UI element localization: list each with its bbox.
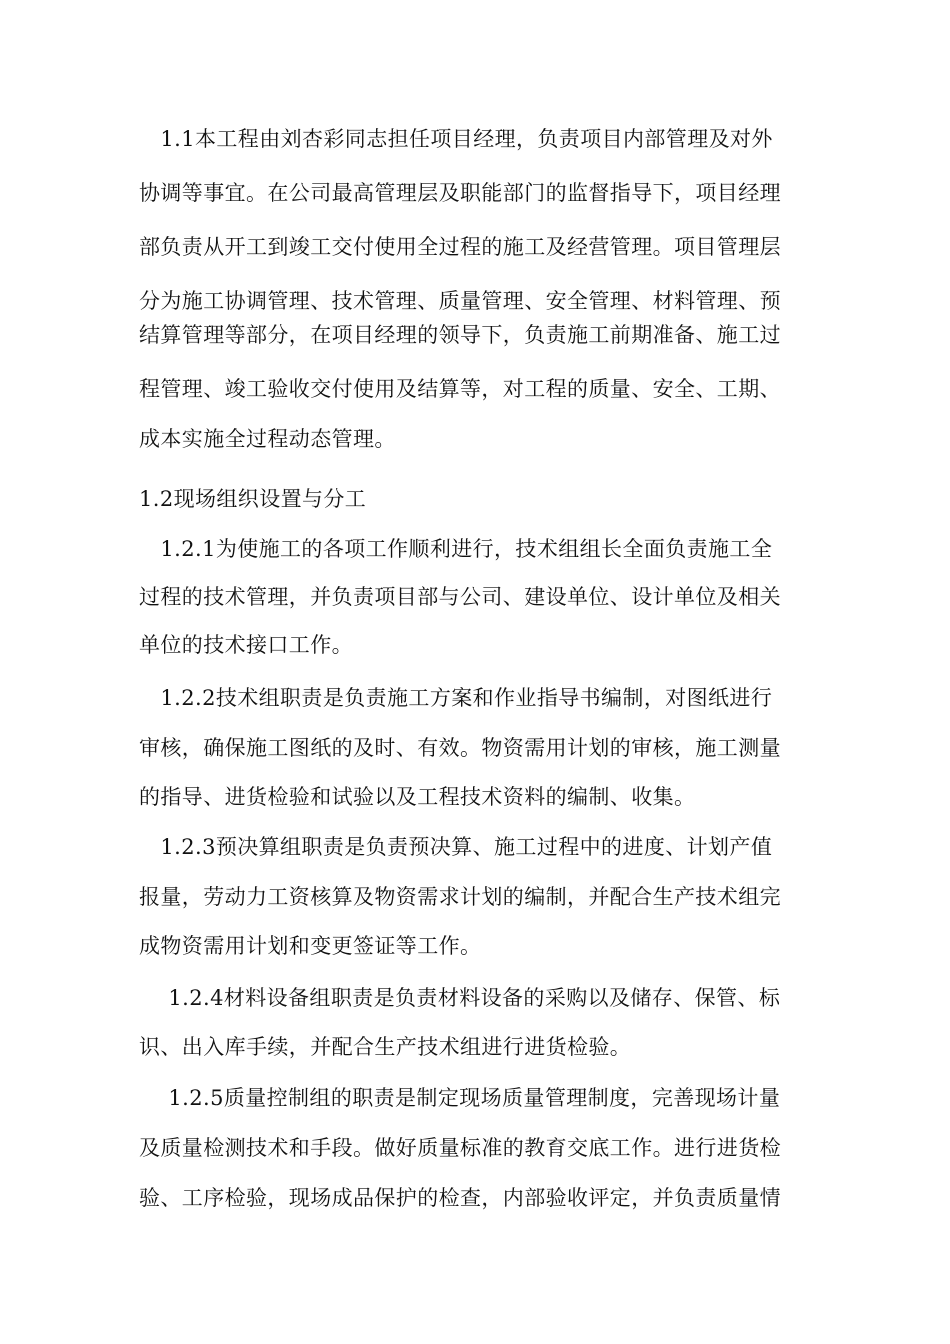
paragraph-1-2-1-line-3: 单位的技术接口工作。	[139, 633, 353, 657]
paragraph-1-2-4-line-1: 1.2.4材料设备组职责是负责材料设备的采购以及储存、保管、标	[147, 986, 781, 1010]
paragraph-1-1-line-1: 1.1本工程由刘杏彩同志担任项目经理，负责项目内部管理及对外	[139, 127, 773, 151]
paragraph-1-2-1-line-1: 1.2.1为使施工的各项工作顺利进行，技术组组长全面负责施工全	[139, 537, 773, 561]
paragraph-1-2-5-line-3: 验、工序检验，现场成品保护的检查，内部验收评定，并负责质量情	[139, 1186, 781, 1210]
paragraph-1-2-1-line-2: 过程的技术管理，并负责项目部与公司、建设单位、设计单位及相关	[139, 585, 781, 609]
paragraph-1-2-5-line-1: 1.2.5质量控制组的职责是制定现场质量管理制度，完善现场计量	[147, 1086, 781, 1110]
paragraph-1-2-4-line-2: 识、出入库手续，并配合生产技术组进行进货检验。	[139, 1035, 632, 1059]
paragraph-1-1-line-5: 结算管理等部分，在项目经理的领导下，负责施工前期准备、施工过	[139, 323, 781, 347]
paragraph-1-2-2-line-3: 的指导、进货检验和试验以及工程技术资料的编制、收集。	[139, 785, 696, 809]
paragraph-1-1-line-3: 部负责从开工到竣工交付使用全过程的施工及经营管理。项目管理层	[139, 235, 781, 259]
paragraph-1-2-2-line-1: 1.2.2技术组职责是负责施工方案和作业指导书编制，对图纸进行	[139, 686, 773, 710]
paragraph-1-1-line-7: 成本实施全过程动态管理。	[139, 427, 396, 451]
section-heading-1-2: 1.2现场组织设置与分工	[139, 487, 367, 511]
paragraph-1-1-line-4: 分为施工协调管理、技术管理、质量管理、安全管理、材料管理、预	[139, 289, 781, 313]
paragraph-1-2-2-line-2: 审核，确保施工图纸的及时、有效。物资需用计划的审核，施工测量	[139, 736, 781, 760]
paragraph-1-1-line-2: 协调等事宜。在公司最高管理层及职能部门的监督指导下，项目经理	[139, 181, 781, 205]
paragraph-1-2-3-line-1: 1.2.3预决算组职责是负责预决算、施工过程中的进度、计划产值	[139, 835, 773, 859]
paragraph-1-2-3-line-2: 报量，劳动力工资核算及物资需求计划的编制，并配合生产技术组完	[139, 885, 781, 909]
paragraph-1-2-5-line-2: 及质量检测技术和手段。做好质量标准的教育交底工作。进行进货检	[139, 1136, 781, 1160]
paragraph-1-1-line-6: 程管理、竣工验收交付使用及结算等，对工程的质量、安全、工期、	[139, 377, 781, 401]
paragraph-1-2-3-line-3: 成物资需用计划和变更签证等工作。	[139, 934, 482, 958]
